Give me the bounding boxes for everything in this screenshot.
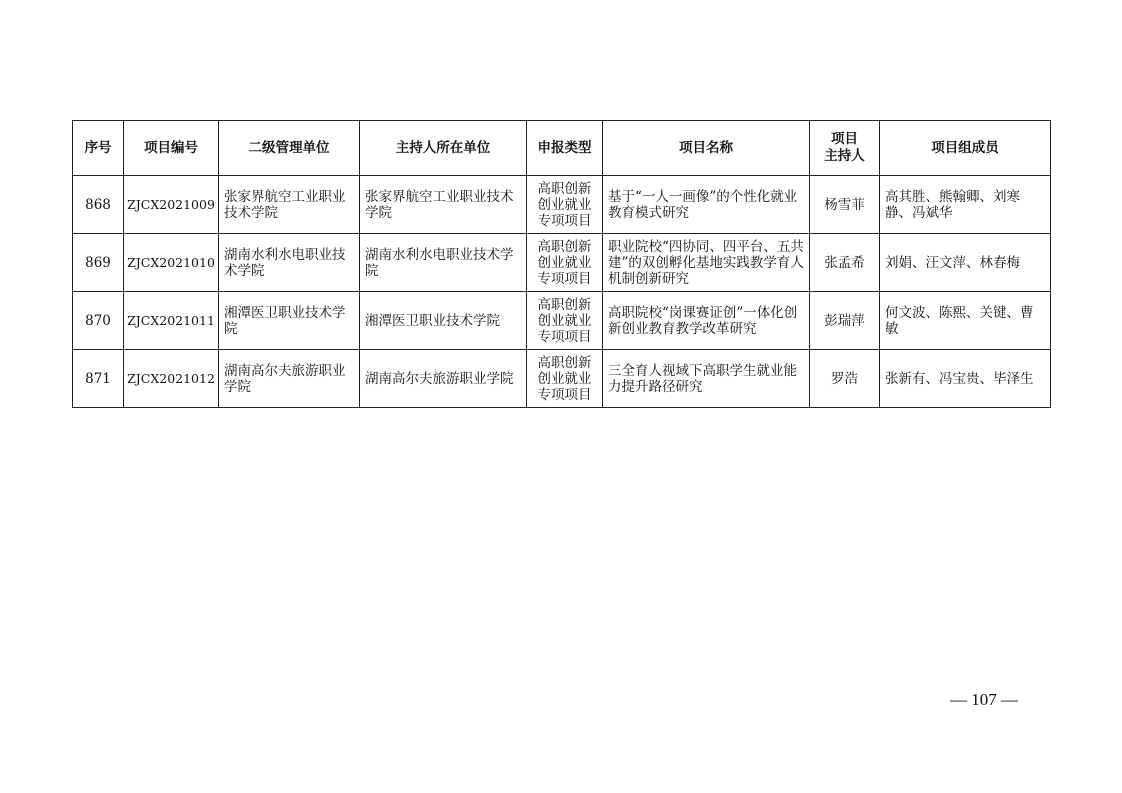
cell-type: 高职创新 创业就业 专项项目 [527,176,603,234]
cell-host-unit: 张家界航空工业职业技术学院 [360,176,527,234]
header-type: 申报类型 [527,121,603,176]
header-name: 项目名称 [603,121,810,176]
cell-code: ZJCX2021010 [124,234,219,292]
cell-name: 职业院校“四协同、四平台、五共建”的双创孵化基地实践教学育人机制创新研究 [603,234,810,292]
table-row [73,350,1051,408]
table-row [73,292,1051,350]
cell-unit: 湘潭医卫职业技术学院 [219,292,360,350]
cell-unit: 湖南水利水电职业技术学院 [219,234,360,292]
cell-name: 基于“一人一画像”的个性化就业教育模式研究 [603,176,810,234]
cell-members: 何文波、陈熙、关键、曹敏 [880,292,1051,350]
cell-host-unit: 湖南水利水电职业技术学院 [360,234,527,292]
project-table-container [72,120,1051,408]
project-table [72,120,1051,408]
cell-seq: 871 [73,350,124,408]
cell-members: 高其胜、熊翰卿、刘寒静、冯斌华 [880,176,1051,234]
header-host: 项目 主持人 [810,121,880,176]
table-header-row [73,121,1051,176]
cell-seq: 868 [73,176,124,234]
cell-code: ZJCX2021011 [124,292,219,350]
header-members: 项目组成员 [880,121,1051,176]
cell-host: 彭瑞萍 [810,292,880,350]
cell-type: 高职创新 创业就业 专项项目 [527,234,603,292]
table-row [73,176,1051,234]
cell-host-unit: 湖南高尔夫旅游职业学院 [360,350,527,408]
cell-unit: 湖南高尔夫旅游职业学院 [219,350,360,408]
cell-type: 高职创新 创业就业 专项项目 [527,292,603,350]
cell-seq: 869 [73,234,124,292]
cell-unit: 张家界航空工业职业技术学院 [219,176,360,234]
cell-name: 高职院校“岗课赛证创”一体化创新创业教育教学改革研究 [603,292,810,350]
cell-members: 张新有、冯宝贵、毕泽生 [880,350,1051,408]
cell-host: 张孟希 [810,234,880,292]
table-row [73,234,1051,292]
header-unit: 二级管理单位 [219,121,360,176]
cell-members: 刘娟、汪文萍、林春梅 [880,234,1051,292]
header-code: 项目编号 [124,121,219,176]
cell-code: ZJCX2021012 [124,350,219,408]
cell-seq: 870 [73,292,124,350]
header-host-unit: 主持人所在单位 [360,121,527,176]
cell-host: 罗浩 [810,350,880,408]
page-number: — 107 — [950,690,1018,709]
cell-name: 三全育人视域下高职学生就业能力提升路径研究 [603,350,810,408]
cell-host-unit: 湘潭医卫职业技术学院 [360,292,527,350]
header-seq: 序号 [73,121,124,176]
cell-host: 杨雪菲 [810,176,880,234]
cell-type: 高职创新 创业就业 专项项目 [527,350,603,408]
cell-code: ZJCX2021009 [124,176,219,234]
